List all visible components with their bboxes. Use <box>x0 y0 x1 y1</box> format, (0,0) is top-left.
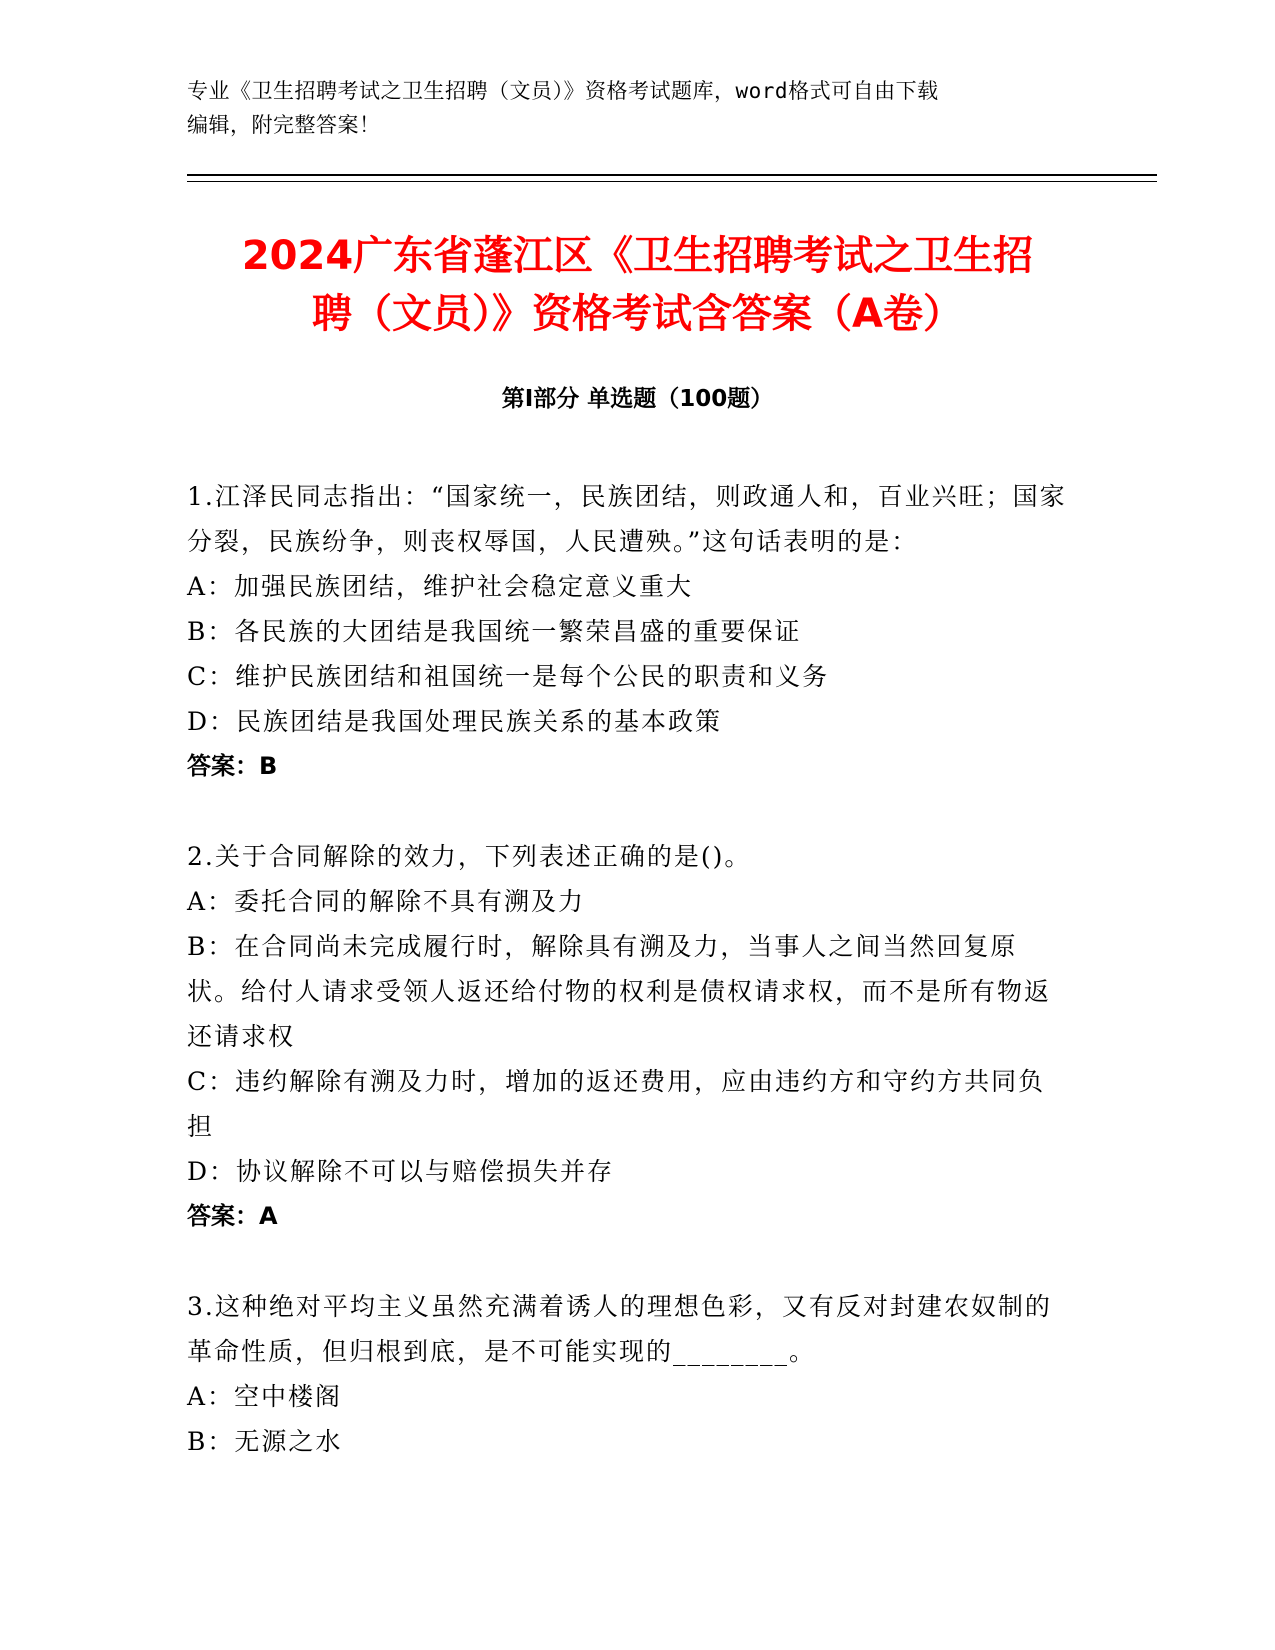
option-b: B：在合同尚未完成履行时，解除具有溯及力，当事人之间当然回复原状。给付人请求受领人返还给付物的权利是债权请求权，而不是所有物返还请求权 <box>187 932 1052 1051</box>
question-list <box>187 474 1067 1509</box>
option-b: B：无源之水 <box>187 1427 343 1456</box>
header-divider-thin <box>187 181 1157 182</box>
question-2 <box>187 834 1067 1239</box>
document-title <box>150 227 1125 343</box>
header-note-line-2: 编辑，附完整答案！ <box>187 113 381 137</box>
option-d: D：协议解除不可以与赔偿损失并存 <box>187 1157 615 1186</box>
question-1 <box>187 474 1067 789</box>
question-stem: 2.关于合同解除的效力，下列表述正确的是()。 <box>187 842 752 871</box>
answer: 答案：A <box>187 1202 278 1230</box>
option-d: D：民族团结是我国处理民族关系的基本政策 <box>187 707 723 736</box>
question-stem: 3.这种绝对平均主义虽然充满着诱人的理想色彩，又有反对封建农奴制的革命性质，但归根到底，是不可能实现的________。 <box>187 1292 1052 1366</box>
option-b: B：各民族的大团结是我国统一繁荣昌盛的重要保证 <box>187 617 802 646</box>
question-3 <box>187 1284 1067 1464</box>
header-note-line-1: 专业《卫生招聘考试之卫生招聘（文员）》资格考试题库，word格式可自由下载 <box>187 79 939 103</box>
document-title-line-1: 2024广东省蓬江区《卫生招聘考试之卫生招 <box>241 233 1034 279</box>
answer: 答案：B <box>187 752 278 780</box>
section-title: 第Ⅰ部分 单选题（100题） <box>501 386 774 412</box>
option-c: C：维护民族团结和祖国统一是每个公民的职责和义务 <box>187 662 830 691</box>
question-stem: 1.江泽民同志指出：“国家统一，民族团结，则政通人和，百业兴旺；国家分裂，民族纷争，则丧权辱国，人民遭殃。”这句话表明的是： <box>187 482 1067 556</box>
header-divider-thick <box>187 174 1157 176</box>
option-a: A：委托合同的解除不具有溯及力 <box>187 887 586 916</box>
option-a: A：空中楼阁 <box>187 1382 343 1411</box>
option-c: C：违约解除有溯及力时，增加的返还费用，应由违约方和守约方共同负担 <box>187 1067 1046 1141</box>
option-a: A：加强民族团结，维护社会稳定意义重大 <box>187 572 694 601</box>
header-note <box>187 74 1087 142</box>
document-title-line-2: 聘（文员）》资格考试含答案（A卷） <box>312 291 963 337</box>
